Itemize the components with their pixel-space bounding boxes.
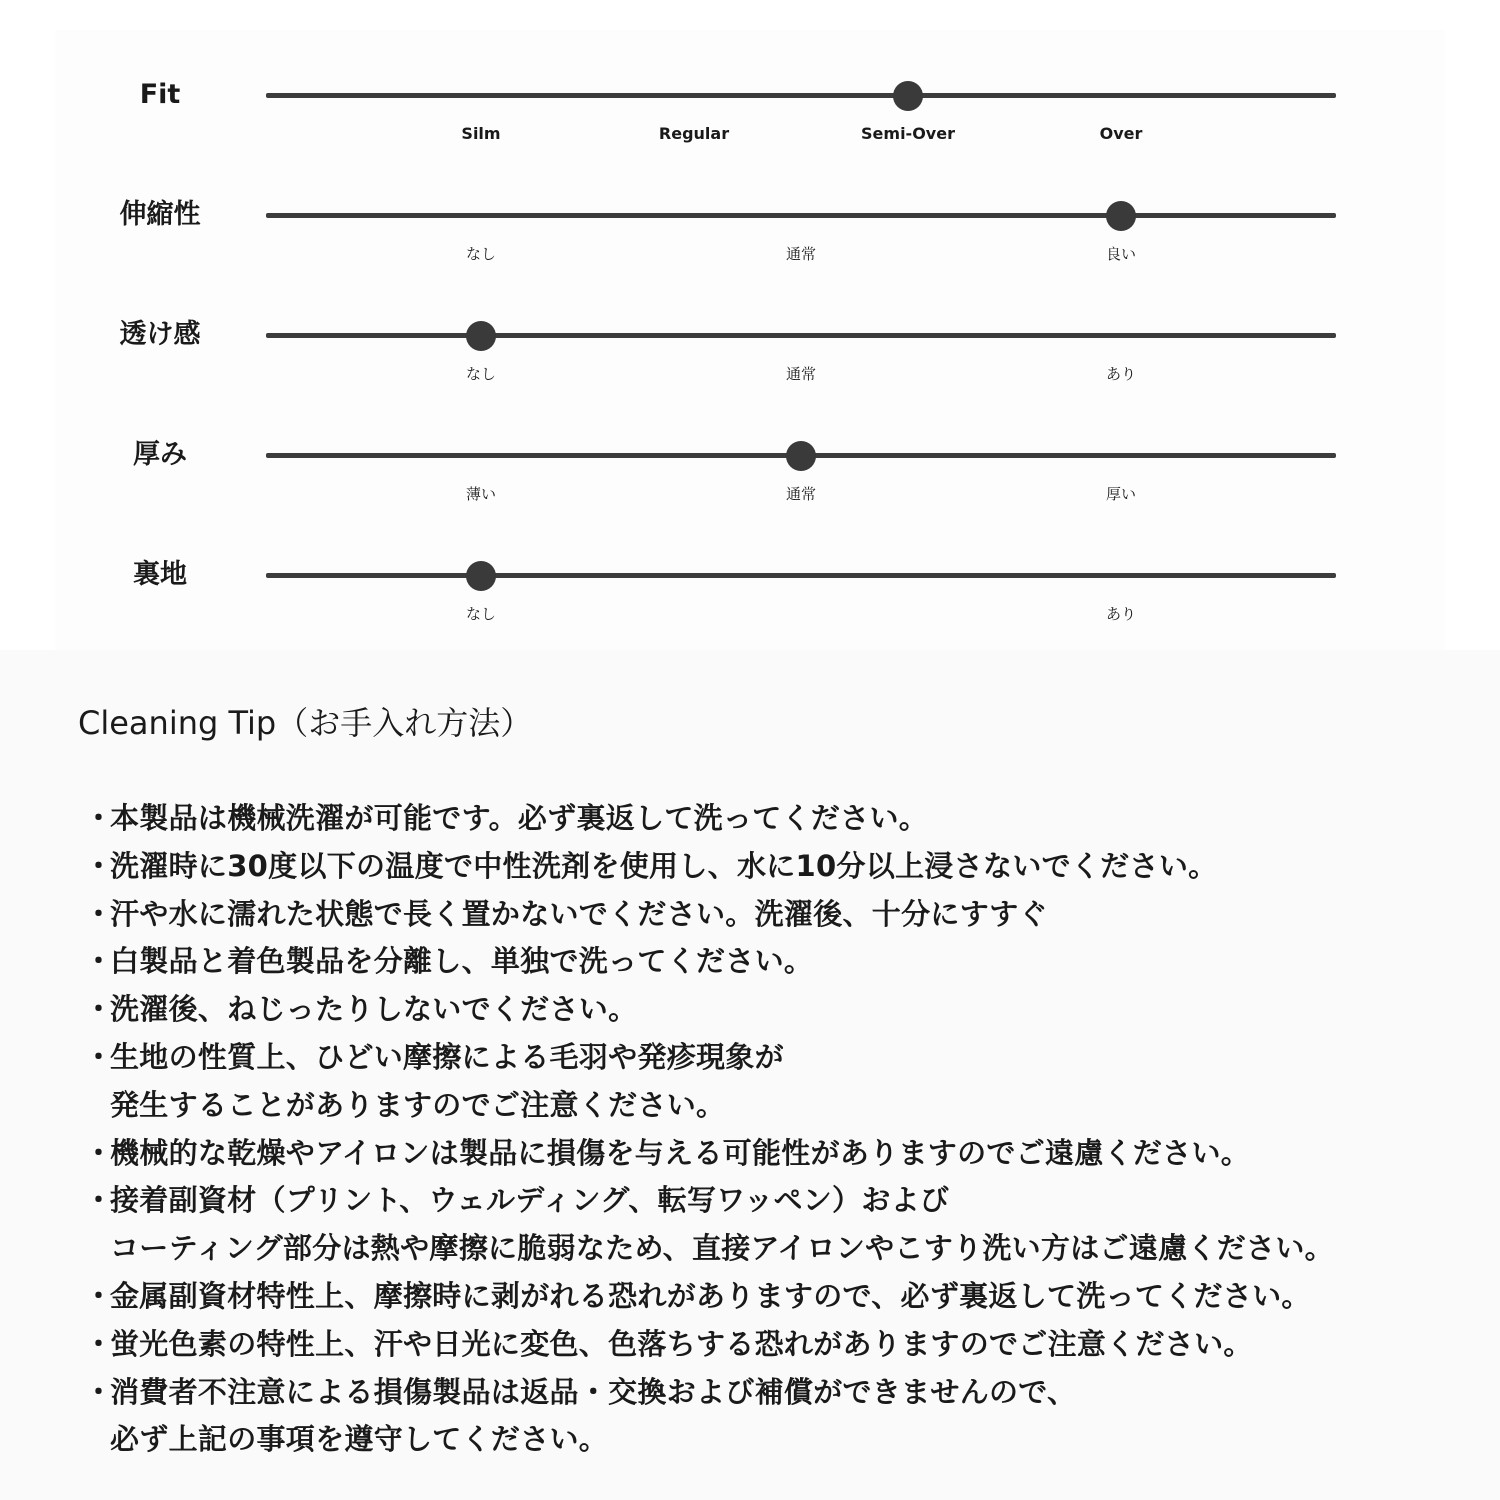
cleaning-item — [82, 891, 1482, 939]
cleaning-item-text: 発生することがありますのでご注意ください。 — [110, 1082, 1482, 1130]
rating-marker — [466, 561, 496, 591]
rating-track — [266, 93, 1336, 98]
rating-tick-label: Semi-Over — [861, 124, 955, 144]
cleaning-list — [82, 795, 1482, 1464]
rating-tick-label: Regular — [659, 124, 729, 144]
cleaning-item — [82, 843, 1482, 891]
cleaning-item-text: 洗濯後、ねじったりしないでください。 — [110, 986, 1482, 1034]
bullet-mark: ・ — [84, 843, 113, 891]
bullet-mark: ・ — [84, 891, 113, 939]
cleaning-item — [82, 1321, 1482, 1369]
cleaning-item-text: 白製品と着色製品を分離し、単独で洗ってください。 — [110, 938, 1482, 986]
rating-tick-label: なし — [466, 244, 496, 264]
rating-tick-label: 通常 — [786, 484, 816, 504]
rating-marker — [1106, 201, 1136, 231]
rating-label: Fit — [100, 79, 220, 111]
cleaning-item-text: 蛍光色素の特性上、汗や日光に変色、色落ちする恐れがありますのでご注意ください。 — [110, 1321, 1482, 1369]
rating-track — [266, 333, 1336, 338]
bullet-mark: ・ — [84, 795, 113, 843]
rating-tick-label: あり — [1106, 604, 1136, 624]
rating-tick-label: Over — [1100, 124, 1143, 144]
rating-tick-label: 薄い — [466, 484, 496, 504]
cleaning-item — [82, 795, 1482, 843]
rating-tick-label: なし — [466, 604, 496, 624]
cleaning-item — [82, 1034, 1482, 1130]
rating-tick-label: 通常 — [786, 244, 816, 264]
cleaning-item — [82, 1273, 1482, 1321]
rating-label: 伸縮性 — [100, 199, 220, 231]
rating-tick-label: なし — [466, 364, 496, 384]
bullet-mark: ・ — [84, 986, 113, 1034]
rating-label: 透け感 — [100, 319, 220, 351]
bullet-mark: ・ — [84, 1034, 113, 1082]
attribute-panel — [55, 30, 1445, 650]
rating-marker — [786, 441, 816, 471]
bullet-mark: ・ — [84, 1177, 113, 1225]
rating-tick-label: Silm — [461, 124, 500, 144]
cleaning-item-text: 必ず上記の事項を遵守してください。 — [110, 1416, 1482, 1464]
cleaning-item-text: 汗や水に濡れた状態で長く置かないでください。洗濯後、十分にすすぐ — [110, 891, 1482, 939]
rating-track — [266, 573, 1336, 578]
bullet-mark: ・ — [84, 1130, 113, 1178]
cleaning-item — [82, 1177, 1482, 1273]
cleaning-item-text: 洗濯時に30度以下の温度で中性洗剤を使用し、水に10分以上浸さないでください。 — [110, 843, 1482, 891]
bullet-mark: ・ — [84, 1321, 113, 1369]
rating-tick-label: 良い — [1106, 244, 1136, 264]
cleaning-title: Cleaning Tip（お手入れ方法） — [78, 702, 532, 744]
cleaning-item — [82, 986, 1482, 1034]
bullet-mark: ・ — [84, 1369, 113, 1417]
rating-marker — [466, 321, 496, 351]
cleaning-item — [82, 1130, 1482, 1178]
rating-track — [266, 213, 1336, 218]
rating-label: 厚み — [100, 439, 220, 471]
rating-marker — [893, 81, 923, 111]
cleaning-item-text: 機械的な乾燥やアイロンは製品に損傷を与える可能性がありますのでご遠慮ください。 — [110, 1130, 1482, 1178]
cleaning-item-text: 消費者不注意による損傷製品は返品・交換および補償ができませんので、 — [110, 1369, 1482, 1417]
rating-tick-label: あり — [1106, 364, 1136, 384]
bullet-mark: ・ — [84, 1273, 113, 1321]
cleaning-item-text: 本製品は機械洗濯が可能です。必ず裏返して洗ってください。 — [110, 795, 1482, 843]
cleaning-item-text: 生地の性質上、ひどい摩擦による毛羽や発疹現象が — [110, 1034, 1482, 1082]
cleaning-item-text: コーティング部分は熱や摩擦に脆弱なため、直接アイロンやこすり洗い方はご遠慮ください。 — [110, 1225, 1482, 1273]
bullet-mark: ・ — [84, 938, 113, 986]
cleaning-item — [82, 1369, 1482, 1465]
cleaning-item-text: 金属副資材特性上、摩擦時に剥がれる恐れがありますので、必ず裏返して洗ってください。 — [110, 1273, 1482, 1321]
cleaning-item — [82, 938, 1482, 986]
rating-tick-label: 通常 — [786, 364, 816, 384]
rating-label: 裏地 — [100, 559, 220, 591]
rating-tick-label: 厚い — [1106, 484, 1136, 504]
cleaning-item-text: 接着副資材（プリント、ウェルディング、転写ワッペン）および — [110, 1177, 1482, 1225]
